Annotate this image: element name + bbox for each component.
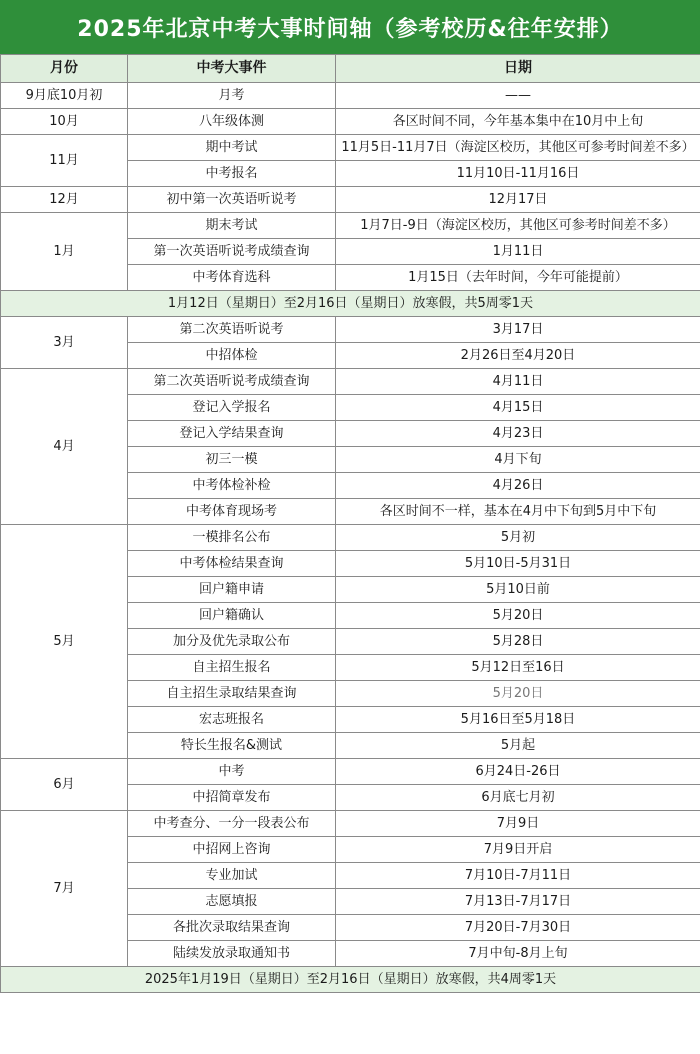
date-cell: 2月26日至4月20日 — [336, 343, 700, 369]
holiday-note: 1月12日（星期日）至2月16日（星期日）放寒假，共5周零1天 — [1, 291, 700, 317]
date-cell: 5月20日 — [336, 603, 700, 629]
table-row — [1, 811, 700, 837]
month-cell: 6月 — [1, 759, 128, 811]
date-cell: 4月11日 — [336, 369, 700, 395]
date-cell: 7月9日 — [336, 811, 700, 837]
month-cell: 3月 — [1, 317, 128, 369]
event-cell: 初三一模 — [128, 447, 336, 473]
month-cell: 10月 — [1, 109, 128, 135]
date-cell: 11月5日-11月7日（海淀区校历，其他区可参考时间差不多） — [336, 135, 700, 161]
date-cell: 7月10日-7月11日 — [336, 863, 700, 889]
event-cell: 回户籍申请 — [128, 577, 336, 603]
table-row — [1, 759, 700, 785]
event-cell: 宏志班报名 — [128, 707, 336, 733]
event-cell: 期中考试 — [128, 135, 336, 161]
column-header-month: 月份 — [1, 55, 128, 83]
event-cell: 加分及优先录取公布 — [128, 629, 336, 655]
date-cell: 5月28日 — [336, 629, 700, 655]
table-row — [1, 317, 700, 343]
date-cell: 各区时间不一样，基本在4月中下旬到5月中下旬 — [336, 499, 700, 525]
event-cell: 中考体育选科 — [128, 265, 336, 291]
table-row — [1, 213, 700, 239]
event-cell: 陆续发放录取通知书 — [128, 941, 336, 967]
month-cell: 5月 — [1, 525, 128, 759]
event-cell: 中考查分、一分一段表公布 — [128, 811, 336, 837]
date-cell: 5月20日 — [336, 681, 700, 707]
event-cell: 中考 — [128, 759, 336, 785]
date-cell: 6月底七月初 — [336, 785, 700, 811]
timeline-table — [0, 54, 700, 993]
month-cell: 7月 — [1, 811, 128, 967]
event-cell: 中招体检 — [128, 343, 336, 369]
table-row — [1, 369, 700, 395]
table-row — [1, 187, 700, 213]
date-cell: 6月24日-26日 — [336, 759, 700, 785]
date-cell: 7月中旬-8月上旬 — [336, 941, 700, 967]
event-cell: 各批次录取结果查询 — [128, 915, 336, 941]
column-header-event: 中考大事件 — [128, 55, 336, 83]
date-cell: 3月17日 — [336, 317, 700, 343]
event-cell: 中招简章发布 — [128, 785, 336, 811]
date-cell: 1月11日 — [336, 239, 700, 265]
holiday-note-row — [1, 967, 700, 993]
date-cell: —— — [336, 83, 700, 109]
event-cell: 中考体育现场考 — [128, 499, 336, 525]
event-cell: 八年级体测 — [128, 109, 336, 135]
event-cell: 专业加试 — [128, 863, 336, 889]
date-cell: 4月26日 — [336, 473, 700, 499]
date-cell: 各区时间不同，今年基本集中在10月中上旬 — [336, 109, 700, 135]
date-cell: 5月10日-5月31日 — [336, 551, 700, 577]
event-cell: 自主招生报名 — [128, 655, 336, 681]
date-cell: 7月13日-7月17日 — [336, 889, 700, 915]
holiday-note: 2025年1月19日（星期日）至2月16日（星期日）放寒假，共4周零1天 — [1, 967, 700, 993]
event-cell: 回户籍确认 — [128, 603, 336, 629]
month-cell: 4月 — [1, 369, 128, 525]
event-cell: 初中第一次英语听说考 — [128, 187, 336, 213]
event-cell: 志愿填报 — [128, 889, 336, 915]
event-cell: 中招网上咨询 — [128, 837, 336, 863]
month-cell: 11月 — [1, 135, 128, 187]
event-cell: 期末考试 — [128, 213, 336, 239]
table-row — [1, 109, 700, 135]
table-header-row — [1, 55, 700, 83]
holiday-note-row — [1, 291, 700, 317]
column-header-date: 日期 — [336, 55, 700, 83]
month-cell: 1月 — [1, 213, 128, 291]
date-cell: 4月15日 — [336, 395, 700, 421]
date-cell: 5月起 — [336, 733, 700, 759]
date-cell: 4月23日 — [336, 421, 700, 447]
date-cell: 1月15日（去年时间，今年可能提前） — [336, 265, 700, 291]
event-cell: 中考体检补检 — [128, 473, 336, 499]
event-cell: 月考 — [128, 83, 336, 109]
date-cell: 5月12日至16日 — [336, 655, 700, 681]
event-cell: 第二次英语听说考成绩查询 — [128, 369, 336, 395]
date-cell: 5月初 — [336, 525, 700, 551]
table-row — [1, 83, 700, 109]
event-cell: 中考体检结果查询 — [128, 551, 336, 577]
table-row — [1, 135, 700, 161]
date-cell: 11月10日-11月16日 — [336, 161, 700, 187]
month-cell: 9月底10月初 — [1, 83, 128, 109]
event-cell: 自主招生录取结果查询 — [128, 681, 336, 707]
page-title: 2025年北京中考大事时间轴（参考校历&往年安排） — [0, 0, 700, 54]
date-cell: 5月16日至5月18日 — [336, 707, 700, 733]
month-cell: 12月 — [1, 187, 128, 213]
event-cell: 第一次英语听说考成绩查询 — [128, 239, 336, 265]
date-cell: 1月7日-9日（海淀区校历，其他区可参考时间差不多） — [336, 213, 700, 239]
date-cell: 12月17日 — [336, 187, 700, 213]
date-cell: 7月9日开启 — [336, 837, 700, 863]
date-cell: 5月10日前 — [336, 577, 700, 603]
date-cell: 7月20日-7月30日 — [336, 915, 700, 941]
event-cell: 一模排名公布 — [128, 525, 336, 551]
table-row — [1, 525, 700, 551]
event-cell: 特长生报名&测试 — [128, 733, 336, 759]
event-cell: 第二次英语听说考 — [128, 317, 336, 343]
event-cell: 登记入学报名 — [128, 395, 336, 421]
date-cell: 4月下旬 — [336, 447, 700, 473]
event-cell: 中考报名 — [128, 161, 336, 187]
event-cell: 登记入学结果查询 — [128, 421, 336, 447]
